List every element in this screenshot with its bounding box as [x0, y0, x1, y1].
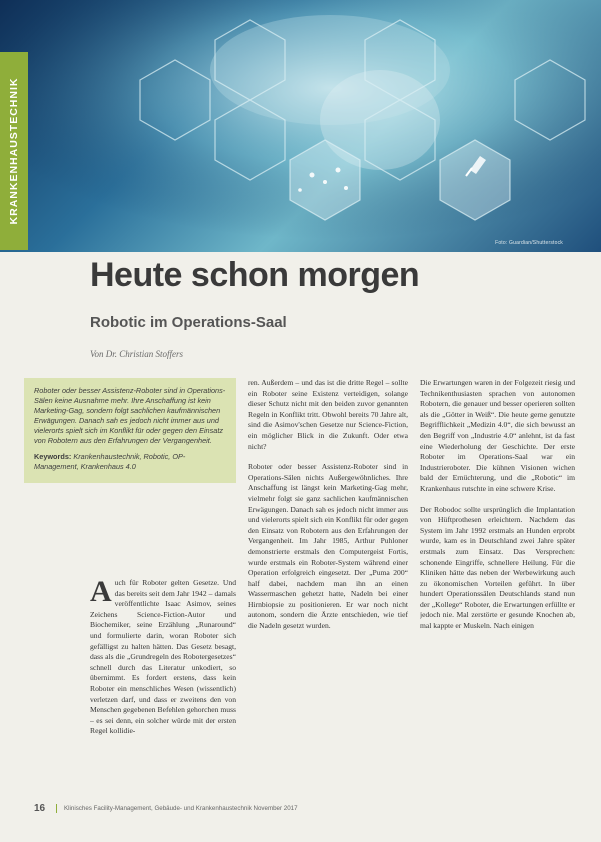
footer-publication: Klinisches Facility-Management, Gebäude- und Krankenhaustechnik November 2017 [64, 805, 298, 812]
paragraph: ren. Außerdem – und das ist die dritte Regel – sollte ein Roboter seine Existenz verteidigen, solange dieser Schutz nicht mit den beiden zuvor genannten Regeln in Konflikt tritt. Obwohl bereits 70 Jahre alt, sind die Asimov'schen Gesetze nur Science-Fiction, ein möglicher Blick in die Zukunft. Oder etwa nicht? [248, 378, 408, 451]
subheadline: Robotic im Operations-Saal [90, 314, 287, 331]
article-column-3 [420, 378, 575, 808]
section-tab [0, 52, 28, 250]
hero-image [0, 0, 601, 252]
drop-cap: A [90, 578, 112, 608]
page-number: 16 [34, 803, 46, 814]
article-column-1 [90, 578, 236, 808]
footer-divider [56, 804, 57, 813]
hero-illustration [0, 0, 601, 252]
photo-credit: Foto: Guardian/Shutterstock [495, 240, 563, 246]
teaser-text: Roboter oder besser Assistenz-Roboter sind in Operations-Sälen keine Ausnahme mehr. Ihre Anschaffung ist kein Marketing-Gag, sondern folgt sachlichen kaufmännischen Erwägungen. Danach sah es jedoch nicht immer aus und vielerorts spielt sich im Konflikt für oder gegen den Einsatz von Robotern aus den Erfahrungen der Vergangenheit. [34, 386, 226, 445]
paragraph [90, 578, 236, 737]
keywords-list: Krankenhaustechnik, Robotic, OP-Management, Krankenhaus 4.0 [34, 452, 186, 471]
paragraph: Die Erwartungen waren in der Folgezeit riesig und Technikenthusiasten sprachen von autonomen Robotern, die genauer und besser operieren sollten als die „Götter in Weiß“. Die heute gerne genutzte Begrifflichkeit „Medizin 4.0“, die sich bewusst an den Begriff von „Industrie 4.0“ anlehnt, ist da fast eine Wiederholung der Geschichte. Der erste Roboter im Operations-Saal war ein Industrieroboter. Die kühnen Visionen wichen bald der Ernüchterung, und die „Robotic“ im Krankenhaus rutschte in eine schwere Krise. [420, 378, 575, 493]
article-column-2 [248, 378, 408, 808]
byline: Von Dr. Christian Stoffers [90, 349, 184, 359]
paragraph-text: uch für Roboter gelten Gesetze. Und das bereits seit dem Jahr 1942 – damals veröffentlichte Isaac Asimov, seines Zeichens Science-Fiction-Autor und Biochemiker, seine Erzählung „Runaround“ und formulierte darin, woran Roboter sich gefälligst zu halten hätten. Das Gesetz besagt, dass als die „Grundregeln des Robotergesetzes“ schnell durch das Literatur unkodiert, so übernimmt. Es fordert erstens, dass kein Roboter ein menschliches Wesen (wissentlich) verletzen darf, und dass er zweitens den von Menschen gegebenen Befehlen gehorchen muss – es sei denn, ein solcher würde mit der ersten Regel kollidie- [90, 578, 236, 736]
keywords [34, 452, 228, 472]
paragraph: Roboter oder besser Assistenz-Roboter sind in Operations-Sälen nichts Außergewöhnliches. Ihre Anschaffung ist längst kein Marketing-Gag mehr, vielmehr folgt sie ganz sachlichen kaufmännischen Erwägungen. Danach sah es jedoch nicht immer aus und vielerorts spielt sich ein Konflikt für oder gegen den Einsatz von Robotern aus den Erfahrungen der Vergangenheit. Im Jahr 1985, Arthur Puhloner demonstrierte erstmals den Computergeist Fortis, wurde erstmals ein Roboter-System während einer Operation erfolgreich eingesetzt. Der „Puma 200“ half dabei, nachdem man ihn an einen Wassermaschen gehetzt hatte, Nadeln bei einer Hirnbiopsie zu positionieren. Er war noch nicht autonom, sondern die Ärzte entschieden, wie tief die Nadeln gesetzt wurden. [248, 462, 408, 631]
paragraph: Der Robodoc sollte ursprünglich die Implantation von Hüftprothesen erleichtern. Nachdem das System im Jahr 1992 erstmals an Hunden erprobt wurde, kam es in Deutschland zwei Jahre später erstmals zum Einsatz. Das Versprechen: schonende Eingriffe, schnellere Heilung. Für die Kliniken hätte das neben der Werbewirkung auch zu ökonomischen Vorteilen geführt. In über hundert Operationssälen Deutschlands stand nun der „Kollege“ Roboter, die Erwartungen erfüllte er jedoch nie. Mal zerstörte er gesunde Knochen ab, mal kappte er Muskeln. Nach einigen [420, 504, 575, 631]
page-footer [34, 803, 574, 817]
section-label: KRANKENHAUSTECHNIK [8, 77, 20, 225]
teaser-box [24, 378, 236, 483]
keywords-label: Keywords: [34, 452, 72, 461]
headline: Heute schon morgen [90, 256, 420, 294]
